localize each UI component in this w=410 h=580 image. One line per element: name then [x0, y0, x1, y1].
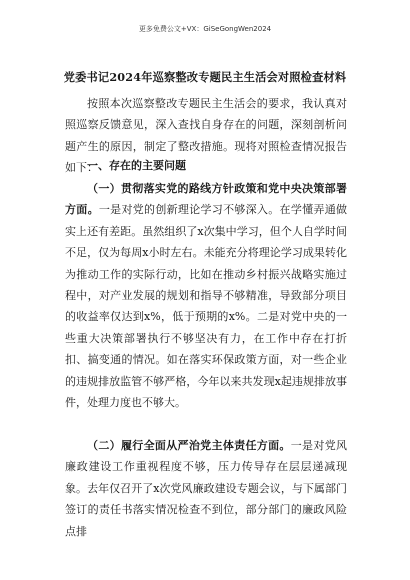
subsection-1	[65, 178, 347, 413]
subsection-heading: （二）履行全面从严治党主体责任方面。	[87, 439, 291, 452]
subsection-body: 一是对党风廉政建设工作重视程度不够，压力传导存在层层递减现象。去年仅召开了x次党风廉政建设专题会议，与下属部门签订的责任书落实情况检查不到位，部分部门的廉政风险点排	[65, 439, 348, 538]
paragraph-text: 按照本次巡察整改专题民主生活会的要求，我认真对照巡察反馈意见，深入查找自身存在的问题，深刻剖析问题产生的原因，制定了整改措施。现将对照检查情况报告如下：	[65, 97, 347, 175]
paragraph-text	[65, 178, 347, 413]
subsection-body: 一是对党的创新理论学习不够深入。在学懂弄通做实上还有差距。虽然组织了x次集中学习，但个人自学时间不足，仅为每周x小时左右。未能充分将理论学习成果转化为推动工作的实际行动，比如在推动乡村振兴战略实施过程中，对产业发展的规划和指导不够精准，导致部分项目的收益率仅达到x%，低于预期的x%。二是对党中央的一些重大决策部署执行不够坚决有力，在工作中存在打折扣、搞变通的情况。如在落实环保政策方面，对一些企业的违规排放监管不够严格，今年以来共发现x起违规排放事件，处理力度也不够大。	[65, 203, 347, 410]
subsection-heading: （一）贯彻落实党的路线方针政策和党中央决策部署方面。	[65, 182, 347, 217]
subsection-2	[65, 435, 347, 542]
header-watermark: 更多免费公文+VX：GiSeGongWen2024	[138, 25, 272, 33]
document-title: 党委书记2024年巡察整改专题民主生活会对照检查材料	[63, 70, 347, 84]
section-heading: 一、存在的主要问题	[87, 159, 186, 172]
paragraph-text	[65, 435, 347, 542]
